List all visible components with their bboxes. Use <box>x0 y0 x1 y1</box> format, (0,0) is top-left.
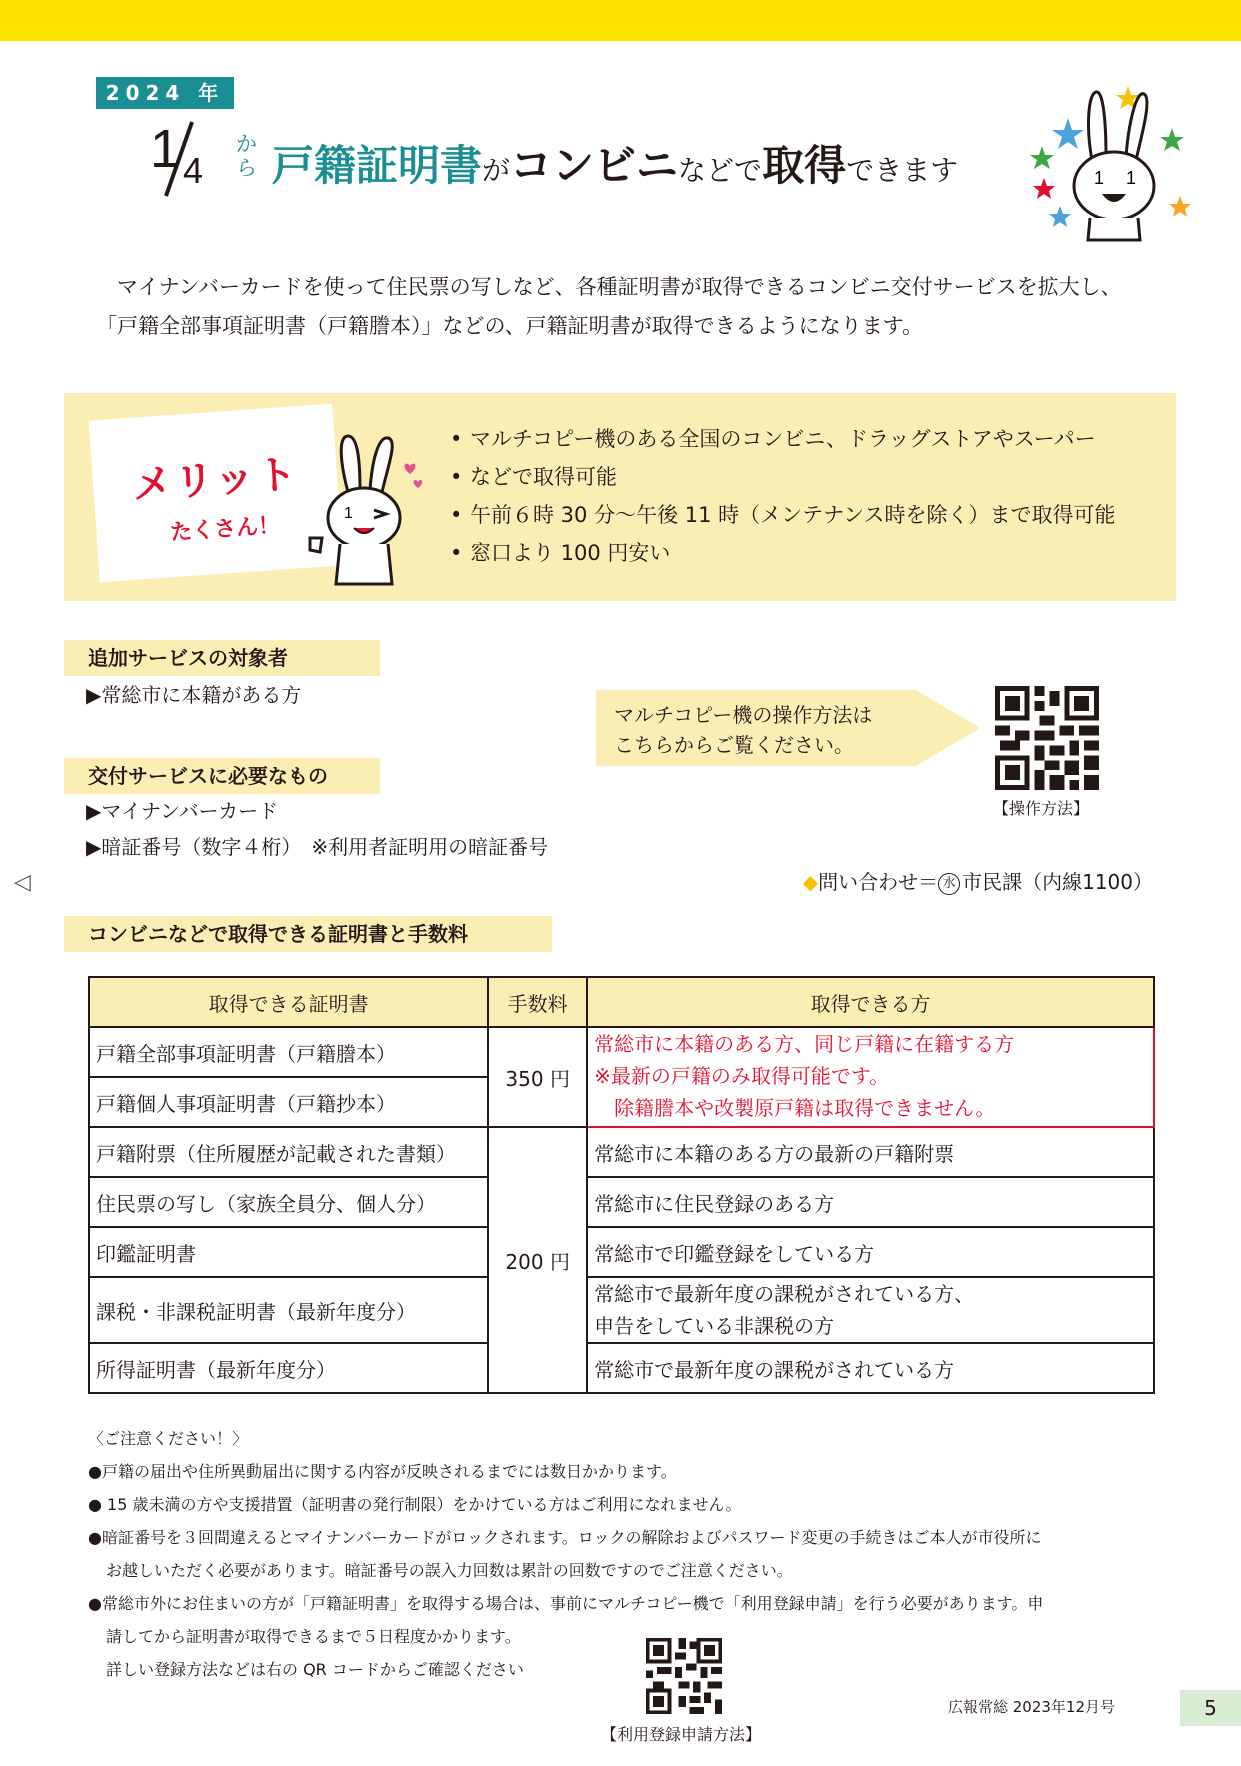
callout-line-2: こちらからご覧ください。 <box>614 733 854 757</box>
eligible-text: 常総市で印鑑登録をしている方 <box>587 1227 1154 1277</box>
callout-text <box>614 700 944 760</box>
intro-text <box>96 268 1176 346</box>
contact-dept: 市民課（内線1100） <box>962 870 1153 894</box>
cert-name: 住民票の写し（家族全員分、個人分） <box>89 1177 488 1227</box>
merit-item: • マルチコピー機のある全国のコンビニ、ドラッグストアやスーパー <box>448 420 1168 458</box>
wednesday-circle-icon: 水 <box>938 873 960 895</box>
table-row <box>89 1277 1154 1343</box>
eligible-line: 常総市で最新年度の課税がされている方、 <box>594 1282 975 1306</box>
header-certificate: 取得できる証明書 <box>89 977 488 1027</box>
note-item-cont: お越しいただく必要があります。暗証番号の誤入力回数は累計の回数ですのでご注意ください。 <box>106 1561 793 1580</box>
rabbit-thumbs-up-icon <box>300 432 430 592</box>
target-heading: 追加サービスの対象者 <box>64 640 380 676</box>
svg-text:1: 1 <box>344 505 353 522</box>
qr-code-icon[interactable] <box>646 1638 722 1714</box>
eligible-koseki-note: ※最新の戸籍のみ取得可能です。 <box>594 1064 890 1088</box>
table-row <box>89 1343 1154 1393</box>
qr-caption: 【操作方法】 <box>993 799 1090 818</box>
fee-table <box>88 976 1155 1394</box>
publication-name: 広報常総 2023年12月号 <box>947 1698 1115 1716</box>
from-label: から <box>236 132 257 180</box>
eligible-text: 常総市で最新年度の課税がされている方 <box>587 1343 1154 1393</box>
svg-text:1: 1 <box>1126 168 1137 188</box>
note-item: ●常総市外にお住まいの方が「戸籍証明書」を取得する場合は、事前にマルチコピー機で「利用登録申請」を行う必要があります。申 <box>88 1594 1044 1613</box>
title-particle-ga: が <box>482 154 511 187</box>
cert-name: 戸籍個人事項証明書（戸籍抄本） <box>89 1077 488 1127</box>
merit-heading: メリット <box>130 451 301 509</box>
intro-line-2: 「戸籍全部事項証明書（戸籍謄本）」などの、戸籍証明書が取得できるようになります。 <box>96 314 923 338</box>
title-conveni: コンビニ <box>510 141 679 190</box>
contact-line <box>803 866 1153 895</box>
top-accent-bar <box>0 0 1241 41</box>
eligible-koseki <box>587 1027 1154 1127</box>
merit-subheading: たくさん！ <box>169 513 281 546</box>
header-eligible: 取得できる方 <box>587 977 1154 1027</box>
note-item: ●戸籍の届出や住所異動届出に関する内容が反映されるまでには数日かかります。 <box>88 1462 677 1481</box>
callout-line-1: マルチコピー機の操作方法は <box>614 703 873 727</box>
cert-name: 所得証明書（最新年度分） <box>89 1343 488 1393</box>
merit-item-cont: などで取得可能 <box>470 465 617 489</box>
required-item: ▶暗証番号（数字４桁） ※利用者証明用の暗証番号 <box>86 835 549 859</box>
intro-line-1: マイナンバーカードを使って住民票の写しなど、各種証明書が取得できるコンビニ交付サービスを拡大し、 <box>117 275 1122 299</box>
notes-block <box>88 1422 1168 1686</box>
cert-name: 戸籍附票（住所履歴が記載された書類） <box>89 1127 488 1177</box>
cert-name: 戸籍全部事項証明書（戸籍謄本） <box>89 1027 488 1077</box>
date-day: 4 <box>183 150 204 191</box>
table-row <box>89 1177 1154 1227</box>
required-heading: 交付サービスに必要なもの <box>64 758 380 794</box>
qr2-caption: 【利用登録申請方法】 <box>601 1725 762 1744</box>
table-header-row <box>89 977 1154 1027</box>
merit-list <box>448 420 1168 572</box>
fee-heading: コンビニなどで取得できる証明書と手数料 <box>64 916 552 952</box>
header-fee: 手数料 <box>488 977 587 1027</box>
cert-name: 印鑑証明書 <box>89 1227 488 1277</box>
title-nadode: などで <box>678 154 763 187</box>
rabbit-mascot-icon <box>1030 78 1190 248</box>
notes-heading: 〈ご注意ください！〉 <box>88 1429 249 1448</box>
fee-200: 200 円 <box>488 1127 587 1393</box>
fee-350: 350 円 <box>488 1027 587 1127</box>
contact-label: 問い合わせ＝ <box>818 870 939 894</box>
eligible-line: 申告をしている非課税の方 <box>594 1314 835 1338</box>
eligible-text <box>587 1277 1154 1343</box>
table-row <box>89 1127 1154 1177</box>
date-month: 1 <box>150 119 181 179</box>
target-item: ▶常総市に本籍がある方 <box>86 683 302 707</box>
page-title <box>272 140 958 201</box>
table-row <box>89 1027 1154 1077</box>
cert-name: 課税・非課税証明書（最新年度分） <box>89 1277 488 1343</box>
note-item: ● 15 歳未満の方や支援措置（証明書の発行制限）をかけている方はご利用になれません。 <box>88 1495 742 1514</box>
qr-code-icon[interactable] <box>995 686 1099 790</box>
diamond-icon: ◆ <box>802 870 819 894</box>
eligible-koseki-note: 除籍謄本や改製原戸籍は取得できません。 <box>594 1096 996 1120</box>
merit-item: • 午前６時 30 分～午後 11 時（メンテナンス時を除く）まで取得可能 <box>448 496 1168 534</box>
title-dekimasu: できます <box>846 154 959 187</box>
required-item: ▶マイナンバーカード <box>86 799 279 823</box>
prev-page-arrow-icon[interactable]: ◁ <box>14 870 31 895</box>
table-row <box>89 1227 1154 1277</box>
note-item-cont: 請してから証明書が取得できるまで５日程度かかります。 <box>106 1627 521 1646</box>
svg-text:1: 1 <box>1094 168 1105 188</box>
note-item-cont: 詳しい登録方法などは右の QR コードからご確認ください <box>106 1660 524 1679</box>
merit-item <box>448 458 1168 496</box>
title-shutoku: 取得 <box>762 141 847 190</box>
note-item: ●暗証番号を３回間違えるとマイナンバーカードがロックされます。ロックの解除およびパスワード変更の手続きはご本人が市役所に <box>88 1528 1042 1547</box>
title-koseki: 戸籍証明書 <box>272 141 483 190</box>
year-badge: 2024 年 <box>96 77 234 109</box>
eligible-text: 常総市に本籍のある方の最新の戸籍附票 <box>587 1127 1154 1177</box>
page-number: 5 <box>1180 1690 1241 1726</box>
merit-item: • 窓口より 100 円安い <box>448 534 1168 572</box>
eligible-text: 常総市に住民登録のある方 <box>587 1177 1154 1227</box>
eligible-koseki-line: 常総市に本籍のある方、同じ戸籍に在籍する方 <box>594 1032 1015 1056</box>
